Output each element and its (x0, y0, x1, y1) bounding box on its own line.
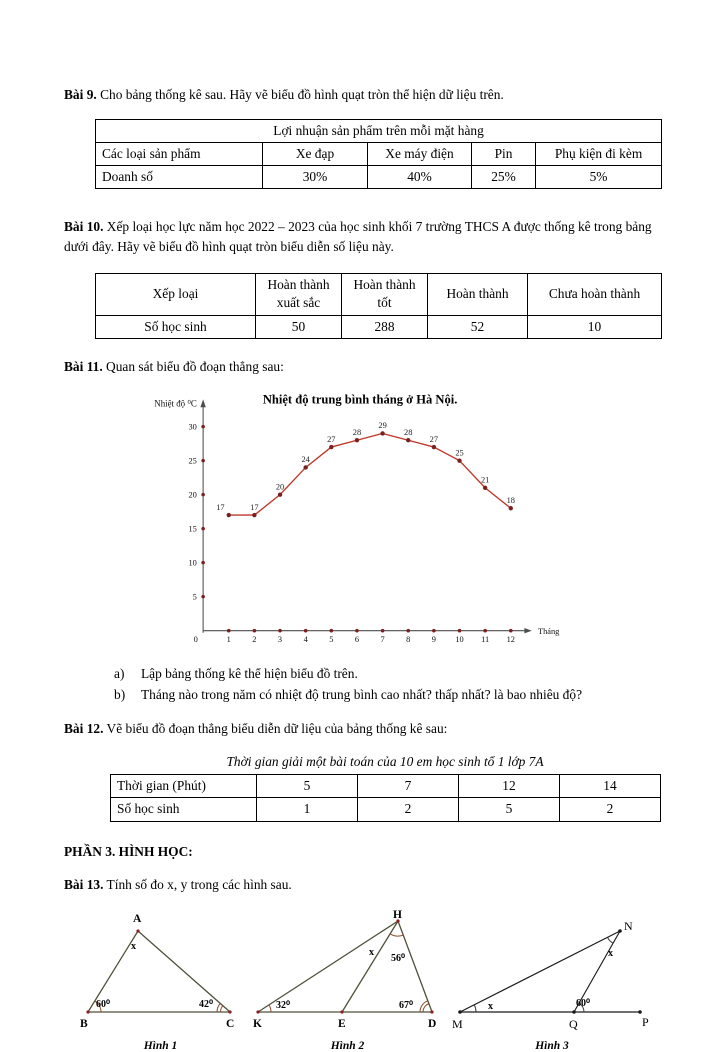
table-row (111, 775, 661, 798)
table-cell: Pin (472, 142, 536, 165)
svg-text:0: 0 (193, 635, 198, 645)
angle-arc-c-outer (217, 1003, 220, 1012)
table-cell: 52 (428, 315, 528, 338)
angle-label-60: 60⁰ (576, 997, 591, 1009)
vertex-dot-p (638, 1010, 642, 1014)
exercise-10-text: Xếp loại học lực năm học 2022 – 2023 của học sinh khối 7 trường THCS A được thống kê trong bảng dưới đây. Hãy vẽ biểu đồ hình quạt tròn biểu diễn số liệu này. (64, 219, 652, 255)
svg-text:5: 5 (329, 635, 334, 645)
table-cell: Phụ kiện đi kèm (536, 142, 662, 165)
exercise-12 (64, 719, 662, 739)
svg-text:8: 8 (406, 635, 411, 645)
temperature-line-chart (138, 390, 578, 660)
table-cell: Hoàn thành xuất sắc (256, 274, 342, 315)
table-cell: Các loại sản phẩm (96, 142, 263, 165)
angle-arc-m (474, 1004, 476, 1011)
svg-text:12: 12 (506, 635, 515, 645)
exercise-9 (64, 85, 662, 105)
angle-label-42: 42⁰ (199, 998, 214, 1010)
table-cell: Chưa hoàn thành (528, 274, 662, 315)
vertex-label-c: C (226, 1017, 235, 1030)
segment-he (342, 921, 398, 1012)
angle-label-mx: x (488, 1000, 493, 1012)
exercise-13-text: Tính số đo x, y trong các hình sau. (103, 877, 292, 893)
angle-arc-d-inner (423, 1003, 429, 1011)
svg-text:15: 15 (188, 524, 197, 534)
vertex-dot-m (458, 1010, 462, 1014)
table-row (96, 119, 662, 142)
svg-text:25: 25 (188, 456, 197, 466)
vertex-label-h: H (393, 908, 402, 921)
angle-arc-c-inner (221, 1005, 223, 1011)
table-cell: Số học sinh (111, 798, 257, 821)
table-cell: 288 (342, 315, 428, 338)
table-cell: 40% (368, 166, 472, 189)
svg-text:7: 7 (380, 635, 385, 645)
table-cell: 1 (257, 798, 358, 821)
table-row (96, 142, 662, 165)
grade-table (95, 273, 662, 338)
exercise-13 (64, 875, 662, 895)
svg-text:29: 29 (378, 421, 387, 431)
vertex-label-q: Q (569, 1016, 578, 1031)
figure-2 (250, 909, 445, 1052)
exercise-10-label: Bài 10. (64, 219, 104, 235)
vertex-dot-d (430, 1010, 433, 1013)
time-table (110, 774, 661, 821)
angle-label-x: x (131, 940, 136, 952)
svg-text:5: 5 (192, 592, 197, 602)
vertex-label-d: D (428, 1017, 437, 1030)
svg-text:3: 3 (277, 635, 283, 645)
angle-arc-d-outer (420, 1000, 428, 1011)
angle-label-56: 56⁰ (391, 952, 406, 964)
vertex-dot-k (256, 1010, 259, 1013)
section-3-heading: PHẦN 3. HÌNH HỌC: (64, 843, 193, 859)
exercise-13-label: Bài 13. (64, 877, 104, 893)
svg-text:17: 17 (250, 502, 259, 512)
svg-text:2: 2 (252, 635, 257, 645)
exercise-11-text: Quan sát biểu đồ đoạn thẳng sau: (102, 358, 284, 374)
svg-text:25: 25 (455, 448, 464, 458)
figure-1-caption: Hình 1 (143, 1039, 178, 1052)
table-cell: Số học sinh (96, 315, 256, 338)
svg-text:4: 4 (303, 635, 308, 645)
vertex-dot-q (572, 1010, 576, 1014)
table-row (96, 166, 662, 189)
item-text: Tháng nào trong năm có nhiệt độ trung bình cao nhất? thấp nhất? là bao nhiêu độ? (141, 686, 583, 702)
table-cell: 25% (472, 166, 536, 189)
table-row (96, 274, 662, 315)
angle-label-67: 67⁰ (399, 999, 414, 1011)
exercise-11-label: Bài 11. (64, 358, 103, 374)
svg-text:10: 10 (455, 635, 464, 645)
vertex-dot-n (618, 929, 622, 933)
svg-text:11: 11 (481, 635, 490, 645)
vertex-label-k: K (253, 1017, 262, 1030)
geometry-figures-row (64, 909, 662, 1052)
line-chart-figure (138, 390, 662, 664)
table-caption: Thời gian giải một bài toán của 10 em học sinh tổ 1 lớp 7A (226, 753, 544, 769)
table-cell: Xe máy điện (368, 142, 472, 165)
vertex-label-n: N (624, 918, 633, 933)
svg-text:28: 28 (352, 428, 362, 438)
svg-text:30: 30 (188, 422, 197, 432)
table-cell: 50 (256, 315, 342, 338)
svg-text:27: 27 (327, 434, 336, 444)
svg-text:18: 18 (506, 496, 515, 506)
chart-y-axis-label: Nhiệt độ ⁰C (154, 398, 197, 409)
svg-text:24: 24 (301, 455, 310, 465)
table-cell: Doanh số (96, 166, 263, 189)
triangle-abc-figure (78, 909, 243, 1039)
svg-text:10: 10 (188, 558, 197, 568)
angle-arc-n (608, 937, 614, 943)
item-text: Lập bảng thống kê thể hiện biểu đồ trên. (141, 666, 358, 682)
table-cell: 14 (560, 775, 661, 798)
exercise-11-item-a (114, 664, 662, 685)
table-title-cell: Lợi nhuận sản phẩm trên mỗi mặt hàng (96, 119, 662, 142)
angle-label-nx: x (608, 947, 613, 959)
chart-x-axis-label: Tháng (538, 627, 560, 637)
table-cell: Xe đạp (263, 142, 368, 165)
figure-1 (78, 909, 243, 1052)
table-cell: 5 (459, 798, 560, 821)
triangle-khd-figure (250, 909, 445, 1039)
item-marker: a) (114, 666, 125, 682)
table-cell: 30% (263, 166, 368, 189)
table-cell: Xếp loại (96, 274, 256, 315)
exercise-12-label: Bài 12. (64, 721, 104, 737)
segment-mn (460, 931, 620, 1012)
table-cell: 7 (358, 775, 459, 798)
table-cell: 10 (528, 315, 662, 338)
table-cell: Thời gian (Phút) (111, 775, 257, 798)
figure-3-caption: Hình 3 (535, 1039, 569, 1052)
vertex-label-e: E (338, 1017, 346, 1030)
angle-arc-k (269, 1004, 271, 1011)
exercise-10 (64, 217, 662, 257)
angle-label-32: 32⁰ (276, 999, 291, 1011)
vertex-dot-a (136, 929, 139, 932)
x-axis-arrow-icon (524, 628, 531, 633)
angle-label-60: 60⁰ (96, 998, 111, 1010)
figure-3 (452, 919, 652, 1052)
item-marker: b) (114, 686, 126, 702)
table-cell: 5% (536, 166, 662, 189)
table-row (111, 798, 661, 821)
vertex-label-m: M (452, 1016, 463, 1031)
table-cell: Hoàn thành (428, 274, 528, 315)
exercise-9-label: Bài 9. (64, 87, 97, 103)
exercise-9-text: Cho bảng thống kê sau. Hãy vẽ biểu đồ hình quạt tròn thể hiện dữ liệu trên. (96, 87, 504, 103)
triangle-mnq-figure (452, 919, 652, 1039)
svg-text:27: 27 (429, 434, 439, 444)
table-cell: Hoàn thành tốt (342, 274, 428, 315)
y-axis-arrow-icon (200, 400, 205, 408)
svg-text:9: 9 (431, 635, 436, 645)
table-cell: 12 (459, 775, 560, 798)
angle-label-x: x (369, 946, 374, 958)
exercise-12-text: Vẽ biểu đồ đoạn thẳng biểu diễn dữ liệu của bảng thống kê sau: (103, 721, 448, 737)
vertex-label-b: B (80, 1017, 88, 1030)
vertex-dot-c (228, 1010, 231, 1013)
vertex-dot-e (340, 1010, 343, 1013)
svg-text:20: 20 (188, 490, 197, 500)
svg-text:20: 20 (275, 482, 285, 492)
chart-title: Nhiệt độ trung bình tháng ở Hà Nội. (262, 392, 458, 407)
angle-arc-h (390, 933, 403, 935)
svg-text:17: 17 (216, 502, 225, 512)
vertex-label-a: A (133, 912, 142, 925)
chart-plot-area (188, 421, 514, 644)
table-cell: 2 (560, 798, 661, 821)
figure-2-caption: Hình 2 (330, 1039, 365, 1052)
table-cell: 2 (358, 798, 459, 821)
table-row (96, 315, 662, 338)
vertex-label-p: P (642, 1014, 649, 1029)
profit-table (95, 119, 662, 189)
svg-text:1: 1 (226, 635, 231, 645)
vertex-dot-b (86, 1010, 89, 1013)
table-cell: 5 (257, 775, 358, 798)
exercise-11 (64, 357, 662, 377)
segment-kh (258, 921, 398, 1012)
svg-text:6: 6 (354, 635, 360, 645)
svg-text:28: 28 (404, 428, 413, 438)
svg-text:21: 21 (480, 475, 490, 485)
exercise-11-item-b (114, 685, 662, 706)
